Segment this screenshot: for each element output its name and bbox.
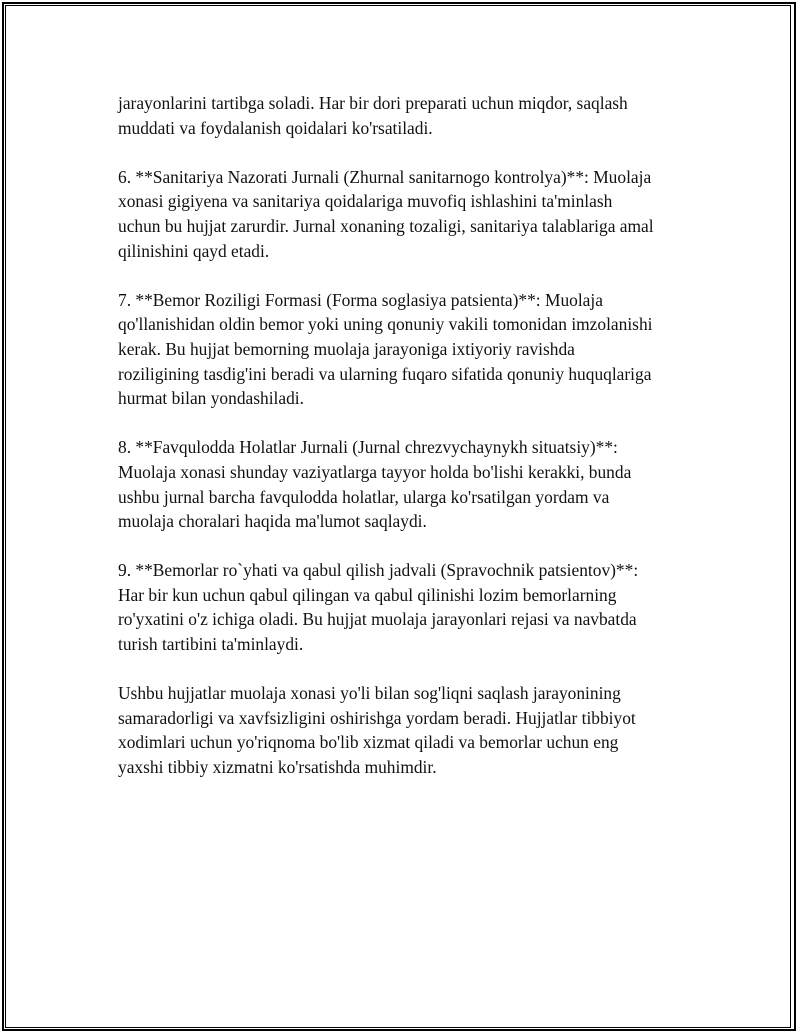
text-line: Muolaja xonasi shunday vaziyatlarga tayyor holda bo'lishi kerakki, bunda (118, 461, 632, 482)
text-line: 9. **Bemorlar ro`yhati va qabul qilish jadvali (Spravochnik patsientov)**: (118, 560, 639, 581)
paragraph-continuation (118, 91, 688, 140)
text-line: xodimlari uchun yo'riqnoma bo'lib xizmat qiladi va bemorlar uchun eng (118, 732, 619, 753)
text-line: qo'llanishidan oldin bemor yoki uning qonuniy vakili tomonidan imzolanishi (118, 314, 653, 335)
text-line: samaradorligi va xavfsizligini oshirishga yordam beradi. Hujjatlar tibbiyot (118, 707, 636, 728)
paragraph-item-8 (118, 435, 688, 533)
text-line: Har bir kun uchun qabul qilingan va qabul qilinishi lozim bemorlarning (118, 584, 617, 605)
text-line: ro'yxatini o'z ichiga oladi. Bu hujjat muolaja jarayonlari rejasi va navbatda (118, 609, 637, 630)
text-line: jarayonlarini tartibga soladi. Har bir dori preparati uchun miqdor, saqlash (118, 93, 628, 113)
text-line: 7. **Bemor Roziligi Formasi (Forma soglasiya patsienta)**: Muolaja (118, 289, 603, 310)
paragraph-item-6 (118, 165, 688, 263)
text-line: kerak. Bu hujjat bemorning muolaja jarayoniga ixtiyoriy ravishda (118, 338, 575, 359)
text-line: yaxshi tibbiy xizmatni ko'rsatishda muhimdir. (118, 757, 437, 778)
text-line: 8. **Favqulodda Holatlar Jurnali (Jurnal chrezvychaynykh situatsiy)**: (118, 437, 618, 458)
text-line: uchun bu hujjat zarurdir. Jurnal xonaning tozaligi, sanitariya talablariga amal (118, 215, 654, 236)
text-line: hurmat bilan yondashiladi. (118, 388, 304, 409)
text-line: xonasi gigiyena va sanitariya qoidalariga muvofiq ishlashini ta'minlash (118, 191, 613, 212)
text-line: muddati va foydalanish qoidalari ko'rsatiladi. (118, 117, 433, 138)
paragraph-item-7 (118, 288, 688, 411)
paragraph-conclusion (118, 681, 688, 779)
text-line: Ushbu hujjatlar muolaja xonasi yo'li bilan sog'liqni saqlash jarayonining (118, 683, 621, 704)
text-line: qilinishini qayd etadi. (118, 240, 270, 261)
text-line: muolaja choralari haqida ma'lumot saqlaydi. (118, 511, 427, 532)
text-line: turish tartibini ta'minlaydi. (118, 634, 304, 655)
document-body (118, 91, 688, 804)
paragraph-item-9 (118, 558, 688, 656)
text-line: 6. **Sanitariya Nazorati Jurnali (Zhurnal sanitarnogo kontrolya)**: Muolaja (118, 166, 652, 187)
text-line: roziligining tasdig'ini beradi va ularning fuqaro sifatida qonuniy huquqlariga (118, 363, 652, 384)
text-line: ushbu jurnal barcha favqulodda holatlar, ularga ko'rsatilgan yordam va (118, 486, 610, 507)
